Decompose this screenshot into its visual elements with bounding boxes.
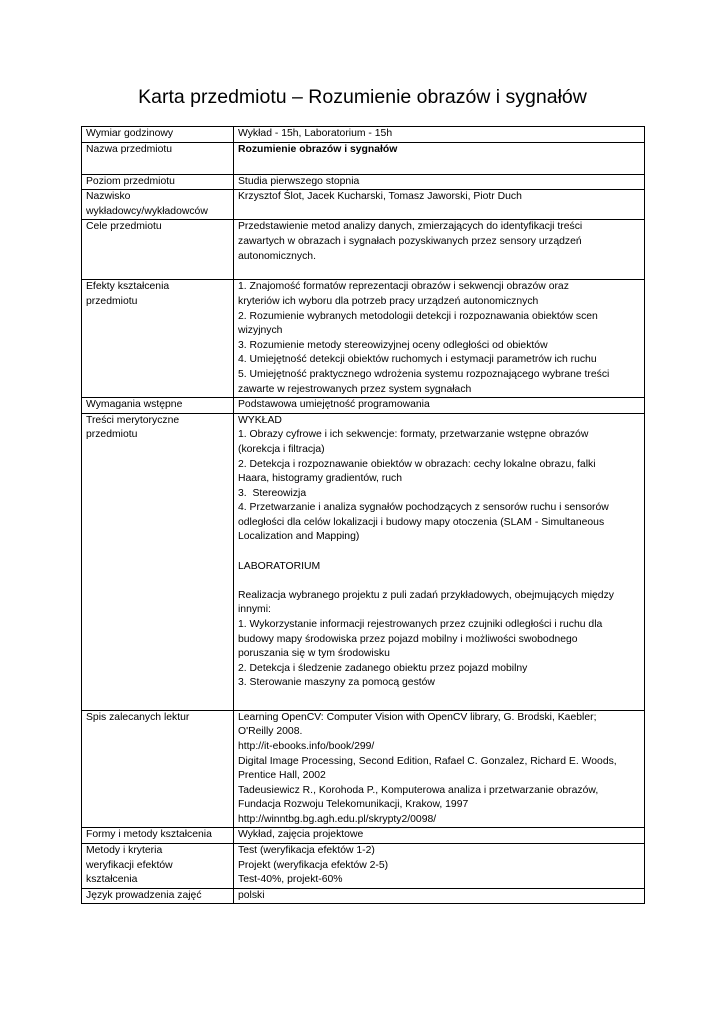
text-line: zawartych w obrazach i sygnałach pozyskiwanych przez sensory urządzeń: [238, 235, 582, 247]
text-line: Przedstawienie metod analizy danych, zmierzających do identyfikacji treści: [238, 221, 583, 233]
text-line: 2. Detekcja i śledzenie zadanego obiektu przez pojazd mobilny: [238, 662, 528, 674]
text-line: kryteriów ich wyboru dla potrzeb pracy urządzeń autonomicznych: [238, 295, 539, 307]
row-label-line: Efekty kształcenia: [86, 281, 170, 293]
text-line: 3. Stereowizja: [238, 487, 307, 499]
row-label: Język prowadzenia zajęć: [82, 888, 234, 904]
text-line: poruszania się w tym środowisku: [238, 648, 390, 660]
text-line: 3. Rozumienie metody stereowizyjnej oceny odległości od obiektów: [238, 339, 548, 351]
table-row: [82, 398, 645, 414]
row-label-line: przedmiotu: [86, 295, 138, 307]
section-heading: LABORATORIUM: [238, 560, 321, 572]
text-line: (korekcja i filtracja): [238, 443, 325, 455]
row-value: Wykład, zajęcia projektowe: [234, 828, 645, 844]
row-value: [234, 220, 645, 280]
text-line: 1. Znajomość formatów reprezentacji obrazów i sekwencji obrazów oraz: [238, 281, 569, 293]
lecturers: Krzysztof Ślot, Jacek Kucharski, Tomasz Jaworski, Piotr Duch: [234, 190, 645, 220]
text-line: 2. Detekcja i rozpoznawanie obiektów w obrazach: cechy lokalne obrazu, falki: [238, 458, 596, 470]
course-card-table: [81, 126, 645, 904]
row-label-line: przedmiotu: [86, 429, 138, 441]
table-row: [82, 844, 645, 889]
table-row: [82, 142, 645, 174]
page-title: Karta przedmiotu – Rozumienie obrazów i sygnałów: [138, 86, 587, 108]
table-row: [82, 280, 645, 398]
table-row: [82, 127, 645, 143]
text-line: 1. Wykorzystanie informacji rejestrowanych przez czujniki odległości i ruchu dla: [238, 619, 603, 631]
table-row: [82, 888, 645, 904]
row-value: Wykład - 15h, Laboratorium - 15h: [234, 127, 645, 143]
text-line: Realizacja wybranego projektu z puli zadań przykładowych, obejmujących między: [238, 589, 614, 601]
text-line: Projekt (weryfikacja efektów 2-5): [238, 859, 389, 871]
text-line: Test-40%, projekt-60%: [238, 874, 343, 886]
table-row: [82, 220, 645, 280]
row-label-line: Treści merytoryczne: [86, 414, 180, 426]
text-line: odległości dla celów lokalizacji i budowy mapy otoczenia (SLAM - Simultaneous: [238, 516, 605, 528]
table-row: [82, 710, 645, 828]
row-label: [82, 280, 234, 398]
row-value: [234, 280, 645, 398]
text-line: Test (weryfikacja efektów 1-2): [238, 845, 375, 857]
table-row: [82, 413, 645, 710]
row-label: [82, 844, 234, 889]
section-heading: WYKŁAD: [238, 414, 282, 426]
row-label-line: weryfikacji efektów: [86, 859, 173, 871]
text-line: Localization and Mapping): [238, 531, 360, 543]
text-line: innymi:: [238, 604, 271, 616]
text-line: 3. Sterowanie maszyny za pomocą gestów: [238, 677, 435, 689]
row-label: Spis zalecanych lektur: [82, 710, 234, 828]
text-line: 2. Rozumienie wybranych metodologii detekcji i rozpoznawania obiektów scen: [238, 310, 598, 322]
row-label: Wymiar godzinowy: [82, 127, 234, 143]
row-value: Studia pierwszego stopnia: [234, 174, 645, 190]
table-row: [82, 190, 645, 220]
url-line: http://winntbg.bg.agh.edu.pl/skrypty2/0098/: [238, 813, 437, 825]
text-line: budowy mapy środowiska przez pojazd mobilny i możliwości swobodnego: [238, 633, 578, 645]
row-value: Podstawowa umiejętność programowania: [234, 398, 645, 414]
row-label-line: kształcenia: [86, 874, 138, 886]
row-label: [82, 413, 234, 710]
text-line: Tadeusiewicz R., Korohoda P., Komputerowa analiza i przetwarzanie obrazów,: [238, 784, 599, 796]
row-value: [234, 413, 645, 710]
text-line: 1. Obrazy cyfrowe i ich sekwencje: formaty, przetwarzanie wstępne obrazów: [238, 429, 589, 441]
row-label-line: wykładowcy/wykładowców: [86, 205, 208, 217]
row-value: polski: [234, 888, 645, 904]
row-label: Formy i metody kształcenia: [82, 828, 234, 844]
text-line: 4. Przetwarzanie i analiza sygnałów pochodzących z sensorów ruchu i sensorów: [238, 502, 609, 514]
row-label: Cele przedmiotu: [82, 220, 234, 280]
text-line: Haara, histogramy gradientów, ruch: [238, 473, 403, 485]
row-label: Poziom przedmiotu: [82, 174, 234, 190]
text-line: 4. Umiejętność detekcji obiektów ruchomych i estymacji parametrów ich ruchu: [238, 354, 597, 366]
row-label: Nazwa przedmiotu: [82, 142, 234, 174]
row-value: [234, 844, 645, 889]
text-line: zawarte w rejestrowanych przez system sygnałach: [238, 383, 472, 395]
table-row: [82, 828, 645, 844]
text-line: Learning OpenCV: Computer Vision with OpenCV library, G. Brodski, Kaebler;: [238, 711, 597, 723]
row-value: [234, 710, 645, 828]
row-label-line: Nazwisko: [86, 191, 131, 203]
table-row: [82, 174, 645, 190]
text-line: Fundacja Rozwoju Telekomunikacji, Krakow, 1997: [238, 799, 469, 811]
text-line: O'Reilly 2008.: [238, 726, 303, 738]
blank-line: [238, 545, 640, 560]
text-line: autonomicznych.: [238, 250, 316, 262]
course-name: Rozumienie obrazów i sygnałów: [234, 142, 645, 174]
row-label: [82, 190, 234, 220]
row-label-line: Metody i kryteria: [86, 845, 163, 857]
row-label: Wymagania wstępne: [82, 398, 234, 414]
text-line: Prentice Hall, 2002: [238, 770, 326, 782]
text-line: Digital Image Processing, Second Edition, Rafael C. Gonzalez, Richard E. Woods,: [238, 755, 617, 767]
url-line: http://it-ebooks.info/book/299/: [238, 740, 375, 752]
blank-line: [238, 574, 640, 589]
text-line: 5. Umiejętność praktycznego wdrożenia systemu rozpoznającego wybrane treści: [238, 368, 610, 380]
text-line: wizyjnych: [238, 325, 283, 337]
